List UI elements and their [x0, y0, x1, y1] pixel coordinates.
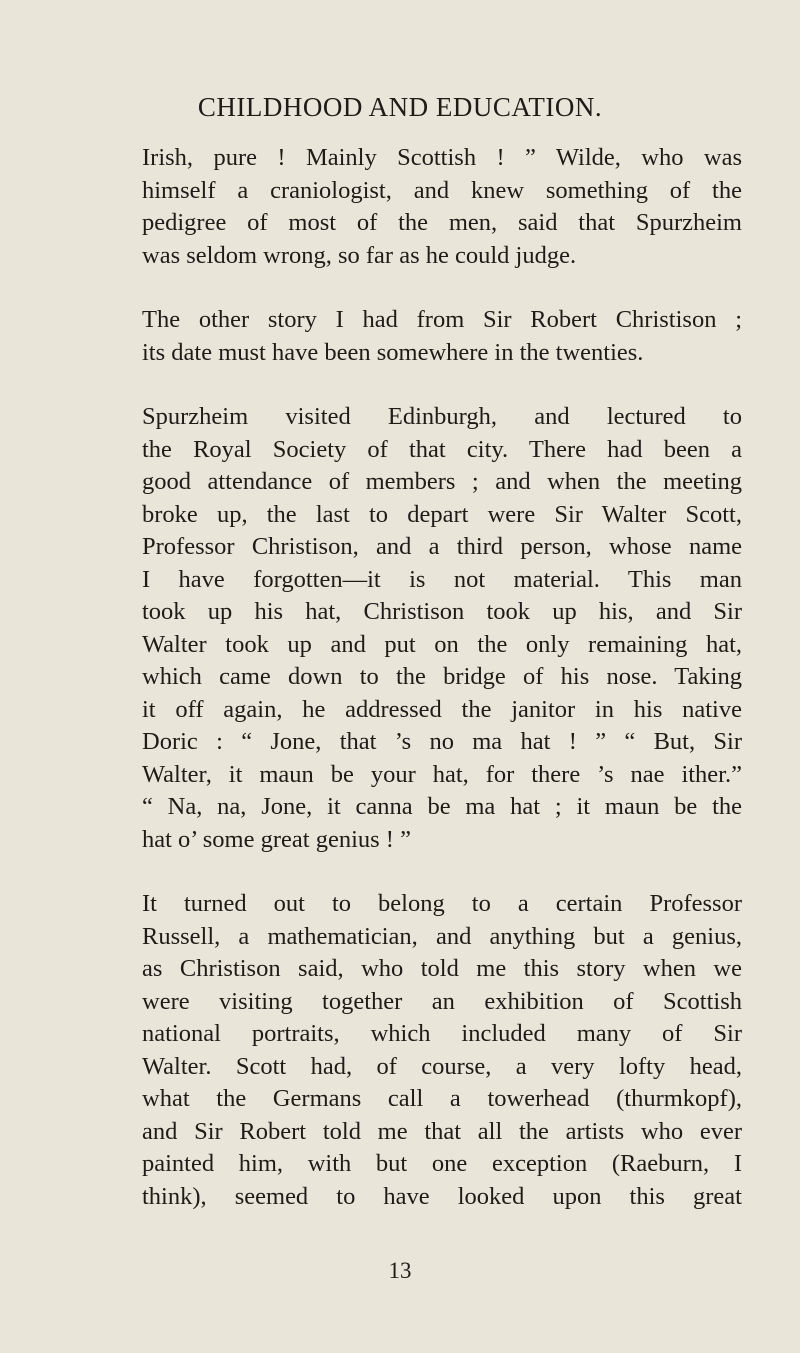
text-line: Walter, it maun be your hat, for there ’s nae ither.” [142, 760, 742, 788]
running-head: CHILDHOOD AND EDUCATION. [197, 92, 603, 122]
text-line: Irish, pure ! Mainly Scottish ! ” Wilde, who was [142, 144, 742, 171]
text-line: were visiting together an exhibition of Scottish [142, 987, 742, 1015]
text-line: Walter took up and put on the only remaining hat, [142, 630, 742, 658]
text-line: I have forgotten—it is not material. This man [142, 565, 742, 593]
text-line: think), seemed to have looked upon this great [142, 1182, 742, 1210]
text-line: national portraits, which included many of Sir [142, 1020, 742, 1047]
text-line: broke up, the last to depart were Sir Walter Scott, [142, 500, 742, 528]
text-line: what the Germans call a towerhead (thurmkopf), [142, 1085, 742, 1112]
text-line: It turned out to belong to a certain Professor [142, 890, 742, 917]
text-line: good attendance of members ; and when the meeting [142, 468, 742, 495]
text-line: it off again, he addressed the janitor in his native [142, 695, 742, 723]
text-line: its date must have been somewhere in the twenties. [142, 338, 644, 366]
text-line: hat o’ some great genius ! ” [142, 825, 411, 853]
text-line: The other story I had from Sir Robert Christison ; [142, 306, 742, 333]
paragraph [142, 401, 742, 856]
text-line: as Christison said, who told me this story when we [142, 955, 742, 982]
paragraph [142, 304, 742, 369]
text-line: the Royal Society of that city. There had been a [142, 435, 742, 463]
paragraph [142, 142, 742, 272]
text-line: pedigree of most of the men, said that Spurzheim [142, 209, 742, 236]
text-line: Walter. Scott had, of course, a very lofty head, [142, 1052, 742, 1080]
text-line: Spurzheim visited Edinburgh, and lectured to [142, 403, 742, 430]
page-number: 13 [388, 1258, 412, 1283]
text-line: “ Na, na, Jone, it canna be ma hat ; it maun be the [142, 793, 742, 820]
text-line: and Sir Robert told me that all the artists who ever [142, 1117, 742, 1145]
text-line: Doric : “ Jone, that ’s no ma hat ! ” “ But, Sir [142, 728, 742, 755]
text-line: took up his hat, Christison took up his, and Sir [142, 598, 742, 625]
paragraph [142, 888, 742, 1213]
text-line: was seldom wrong, so far as he could judge. [142, 241, 577, 269]
text-line: himself a craniologist, and knew something of the [142, 176, 742, 204]
text-line: Russell, a mathematician, and anything but a genius, [142, 922, 742, 950]
text-line: painted him, with but one exception (Raeburn, I [142, 1150, 742, 1177]
text-line: Professor Christison, and a third person, whose name [142, 533, 742, 560]
body-text [142, 142, 742, 1213]
text-line: which came down to the bridge of his nose. Taking [142, 663, 742, 690]
